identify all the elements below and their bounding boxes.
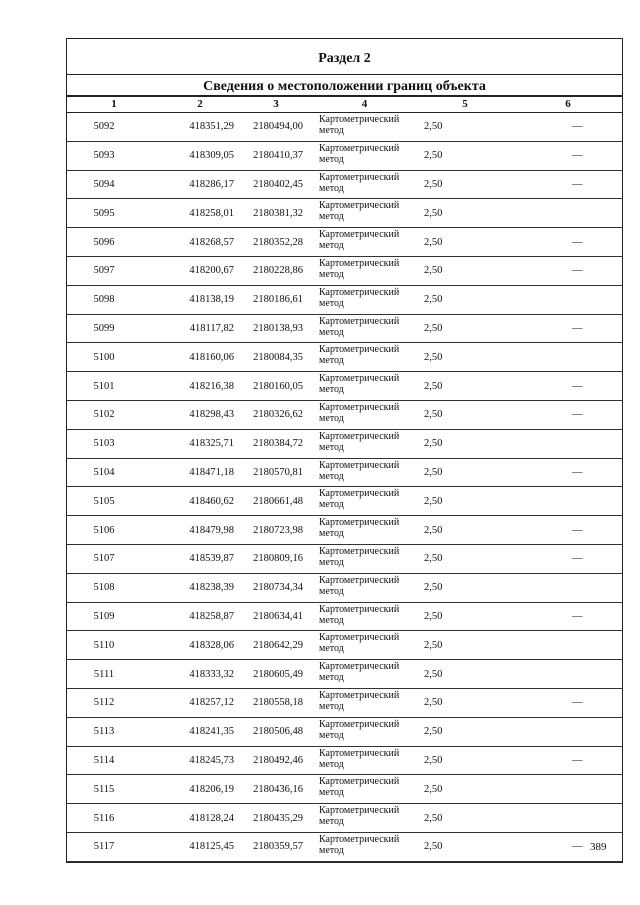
accuracy: 2,50	[416, 544, 514, 573]
method-line-1: Картометрический	[319, 373, 400, 385]
point-number: 5096	[67, 228, 161, 257]
note: —	[514, 113, 622, 142]
document-table-frame	[66, 38, 623, 863]
point-number: 5112	[67, 688, 161, 717]
method	[313, 602, 416, 631]
coordinate-y: 2180228,86	[239, 256, 313, 285]
table-row	[67, 544, 622, 573]
note	[514, 775, 622, 804]
coordinate-x: 418333,32	[161, 660, 239, 689]
table-row	[67, 832, 622, 861]
method-line-2: метод	[319, 643, 344, 655]
note: —	[514, 688, 622, 717]
method-line-1: Картометрический	[319, 776, 400, 788]
point-number: 5109	[67, 602, 161, 631]
coordinate-x: 418471,18	[161, 458, 239, 487]
accuracy: 2,50	[416, 717, 514, 746]
coordinate-x: 418138,19	[161, 285, 239, 314]
accuracy: 2,50	[416, 573, 514, 602]
method	[313, 573, 416, 602]
method-line-2: метод	[319, 240, 344, 252]
accuracy: 2,50	[416, 602, 514, 631]
note: —	[514, 400, 622, 429]
accuracy: 2,50	[416, 199, 514, 228]
table-row	[67, 804, 622, 833]
method	[313, 400, 416, 429]
boundary-table	[67, 96, 622, 862]
accuracy: 2,50	[416, 516, 514, 545]
note	[514, 573, 622, 602]
coordinate-x: 418258,01	[161, 199, 239, 228]
method	[313, 458, 416, 487]
point-number: 5104	[67, 458, 161, 487]
method	[313, 688, 416, 717]
method-line-2: метод	[319, 614, 344, 626]
method-line-1: Картометрический	[319, 718, 400, 730]
point-number: 5106	[67, 516, 161, 545]
note: —	[514, 832, 622, 861]
coordinate-x: 418200,67	[161, 256, 239, 285]
accuracy: 2,50	[416, 141, 514, 170]
point-number: 5110	[67, 631, 161, 660]
method	[313, 660, 416, 689]
method	[313, 804, 416, 833]
note: —	[514, 544, 622, 573]
coordinate-x: 418298,43	[161, 400, 239, 429]
method-line-1: Картометрический	[319, 286, 400, 298]
method-line-1: Картометрический	[319, 229, 400, 241]
point-number: 5117	[67, 832, 161, 861]
coordinate-y: 2180138,93	[239, 314, 313, 343]
coordinate-x: 418160,06	[161, 343, 239, 372]
table-row	[67, 775, 622, 804]
method	[313, 717, 416, 746]
method-line-1: Картометрический	[319, 574, 400, 586]
method	[313, 429, 416, 458]
method	[313, 372, 416, 401]
column-number: 4	[313, 97, 416, 113]
coordinate-y: 2180558,18	[239, 688, 313, 717]
method-line-2: метод	[319, 585, 344, 597]
method-line-1: Картометрический	[319, 401, 400, 413]
note: —	[514, 314, 622, 343]
method-line-2: метод	[319, 729, 344, 741]
point-number: 5105	[67, 487, 161, 516]
point-number: 5103	[67, 429, 161, 458]
point-number: 5114	[67, 746, 161, 775]
accuracy: 2,50	[416, 314, 514, 343]
method	[313, 832, 416, 861]
method-line-2: метод	[319, 326, 344, 338]
note: —	[514, 228, 622, 257]
method	[313, 544, 416, 573]
note: —	[514, 516, 622, 545]
method-line-1: Картометрический	[319, 344, 400, 356]
note	[514, 487, 622, 516]
coordinate-x: 418206,19	[161, 775, 239, 804]
accuracy: 2,50	[416, 688, 514, 717]
method-line-2: метод	[319, 441, 344, 453]
method	[313, 746, 416, 775]
method-line-1: Картометрический	[319, 632, 400, 644]
accuracy: 2,50	[416, 458, 514, 487]
method	[313, 170, 416, 199]
table-row	[67, 573, 622, 602]
method-line-2: метод	[319, 758, 344, 770]
method	[313, 113, 416, 142]
point-number: 5102	[67, 400, 161, 429]
point-number: 5099	[67, 314, 161, 343]
coordinate-x: 418216,38	[161, 372, 239, 401]
coordinate-x: 418241,35	[161, 717, 239, 746]
method	[313, 631, 416, 660]
coordinate-x: 418286,17	[161, 170, 239, 199]
point-number: 5092	[67, 113, 161, 142]
table-row	[67, 429, 622, 458]
method-line-2: метод	[319, 125, 344, 136]
coordinate-y: 2180734,34	[239, 573, 313, 602]
accuracy: 2,50	[416, 113, 514, 142]
column-number: 3	[239, 97, 313, 113]
column-number-row	[67, 97, 622, 113]
method-line-1: Картометрический	[319, 430, 400, 442]
coordinate-x: 418257,12	[161, 688, 239, 717]
method-line-2: метод	[319, 700, 344, 712]
table-row	[67, 631, 622, 660]
method-line-2: метод	[319, 355, 344, 367]
table-row	[67, 343, 622, 372]
accuracy: 2,50	[416, 256, 514, 285]
accuracy: 2,50	[416, 631, 514, 660]
method-line-2: метод	[319, 297, 344, 309]
method	[313, 314, 416, 343]
method-line-1: Картометрический	[319, 114, 400, 125]
coordinate-x: 418460,62	[161, 487, 239, 516]
table-row	[67, 487, 622, 516]
note: —	[514, 170, 622, 199]
note: —	[514, 746, 622, 775]
accuracy: 2,50	[416, 832, 514, 861]
coordinate-y: 2180634,41	[239, 602, 313, 631]
coordinate-y: 2180435,29	[239, 804, 313, 833]
method-line-2: метод	[319, 153, 344, 165]
point-number: 5113	[67, 717, 161, 746]
note	[514, 429, 622, 458]
method-line-2: метод	[319, 182, 344, 194]
method	[313, 775, 416, 804]
table-row	[67, 372, 622, 401]
accuracy: 2,50	[416, 285, 514, 314]
note: —	[514, 602, 622, 631]
point-number: 5115	[67, 775, 161, 804]
method-line-2: метод	[319, 556, 344, 568]
method	[313, 199, 416, 228]
note	[514, 199, 622, 228]
coordinate-y: 2180570,81	[239, 458, 313, 487]
method-line-2: метод	[319, 816, 344, 828]
table-row	[67, 717, 622, 746]
table-row	[67, 141, 622, 170]
table-row	[67, 113, 622, 142]
method-line-1: Картометрический	[319, 257, 400, 269]
accuracy: 2,50	[416, 170, 514, 199]
coordinate-x: 418351,29	[161, 113, 239, 142]
coordinate-y: 2180492,46	[239, 746, 313, 775]
method-line-1: Картометрический	[319, 315, 400, 327]
column-number: 1	[67, 97, 161, 113]
coordinate-x: 418325,71	[161, 429, 239, 458]
accuracy: 2,50	[416, 429, 514, 458]
table-row	[67, 256, 622, 285]
method-line-1: Картометрический	[319, 200, 400, 212]
point-number: 5116	[67, 804, 161, 833]
accuracy: 2,50	[416, 372, 514, 401]
column-number: 5	[416, 97, 514, 113]
coordinate-x: 418479,98	[161, 516, 239, 545]
accuracy: 2,50	[416, 660, 514, 689]
accuracy: 2,50	[416, 746, 514, 775]
coordinate-y: 2180506,48	[239, 717, 313, 746]
point-number: 5094	[67, 170, 161, 199]
coordinate-x: 418309,05	[161, 141, 239, 170]
method	[313, 343, 416, 372]
note: —	[514, 458, 622, 487]
coordinate-y: 2180326,62	[239, 400, 313, 429]
method-line-2: метод	[319, 470, 344, 482]
method	[313, 228, 416, 257]
method-line-2: метод	[319, 844, 344, 856]
point-number: 5101	[67, 372, 161, 401]
accuracy: 2,50	[416, 775, 514, 804]
coordinate-y: 2180809,16	[239, 544, 313, 573]
accuracy: 2,50	[416, 804, 514, 833]
point-number: 5093	[67, 141, 161, 170]
coordinate-x: 418268,57	[161, 228, 239, 257]
coordinate-y: 2180436,16	[239, 775, 313, 804]
method-line-1: Картометрический	[319, 517, 400, 529]
method-line-1: Картометрический	[319, 142, 400, 154]
coordinate-x: 418117,82	[161, 314, 239, 343]
accuracy: 2,50	[416, 487, 514, 516]
table-row	[67, 602, 622, 631]
coordinate-x: 418238,39	[161, 573, 239, 602]
accuracy: 2,50	[416, 228, 514, 257]
coordinate-y: 2180494,00	[239, 113, 313, 142]
column-number: 6	[514, 97, 622, 113]
note	[514, 804, 622, 833]
method-line-2: метод	[319, 499, 344, 511]
table-row	[67, 314, 622, 343]
coordinate-y: 2180661,48	[239, 487, 313, 516]
coordinate-y: 2180084,35	[239, 343, 313, 372]
point-number: 5098	[67, 285, 161, 314]
method	[313, 487, 416, 516]
method-line-2: метод	[319, 528, 344, 540]
method-line-2: метод	[319, 787, 344, 799]
table-row	[67, 400, 622, 429]
note: —	[514, 141, 622, 170]
table-row	[67, 660, 622, 689]
note	[514, 660, 622, 689]
table-row	[67, 170, 622, 199]
coordinate-y: 2180410,37	[239, 141, 313, 170]
point-number: 5108	[67, 573, 161, 602]
table-row	[67, 516, 622, 545]
table-row	[67, 746, 622, 775]
table-row	[67, 688, 622, 717]
coordinate-y: 2180384,72	[239, 429, 313, 458]
method	[313, 256, 416, 285]
coordinate-x: 418128,24	[161, 804, 239, 833]
note	[514, 717, 622, 746]
method-line-1: Картометрический	[319, 689, 400, 701]
method-line-1: Картометрический	[319, 459, 400, 471]
coordinate-x: 418245,73	[161, 746, 239, 775]
coordinate-y: 2180186,61	[239, 285, 313, 314]
note	[514, 343, 622, 372]
point-number: 5100	[67, 343, 161, 372]
coordinate-y: 2180642,29	[239, 631, 313, 660]
point-number: 5097	[67, 256, 161, 285]
coordinate-y: 2180605,49	[239, 660, 313, 689]
method-line-2: метод	[319, 268, 344, 280]
method-line-1: Картометрический	[319, 833, 400, 845]
coordinate-x: 418125,45	[161, 832, 239, 861]
note: —	[514, 256, 622, 285]
method-line-1: Картометрический	[319, 603, 400, 615]
table-body	[67, 113, 622, 862]
coordinate-x: 418328,06	[161, 631, 239, 660]
column-number: 2	[161, 97, 239, 113]
point-number: 5107	[67, 544, 161, 573]
table-row	[67, 458, 622, 487]
note	[514, 285, 622, 314]
method-line-1: Картометрический	[319, 545, 400, 557]
point-number: 5095	[67, 199, 161, 228]
point-number: 5111	[67, 660, 161, 689]
method-line-1: Картометрический	[319, 805, 400, 817]
method-line-2: метод	[319, 384, 344, 396]
page-number: 389	[590, 841, 607, 853]
table-row	[67, 285, 622, 314]
section-title: Раздел 2	[67, 39, 622, 75]
note	[514, 631, 622, 660]
method-line-1: Картометрический	[319, 747, 400, 759]
coordinate-y: 2180359,57	[239, 832, 313, 861]
method-line-2: метод	[319, 412, 344, 424]
coordinate-x: 418539,87	[161, 544, 239, 573]
coordinate-y: 2180402,45	[239, 170, 313, 199]
method	[313, 141, 416, 170]
method-line-2: метод	[319, 672, 344, 684]
coordinate-y: 2180723,98	[239, 516, 313, 545]
coordinate-y: 2180160,05	[239, 372, 313, 401]
accuracy: 2,50	[416, 343, 514, 372]
coordinate-y: 2180352,28	[239, 228, 313, 257]
coordinate-y: 2180381,32	[239, 199, 313, 228]
method-line-1: Картометрический	[319, 661, 400, 673]
table-subtitle: Сведения о местоположении границ объекта	[67, 75, 622, 96]
method-line-1: Картометрический	[319, 488, 400, 500]
method	[313, 516, 416, 545]
method-line-2: метод	[319, 211, 344, 223]
table-row	[67, 228, 622, 257]
coordinate-x: 418258,87	[161, 602, 239, 631]
method-line-1: Картометрический	[319, 171, 400, 183]
table-row	[67, 199, 622, 228]
method	[313, 285, 416, 314]
accuracy: 2,50	[416, 400, 514, 429]
note: —	[514, 372, 622, 401]
